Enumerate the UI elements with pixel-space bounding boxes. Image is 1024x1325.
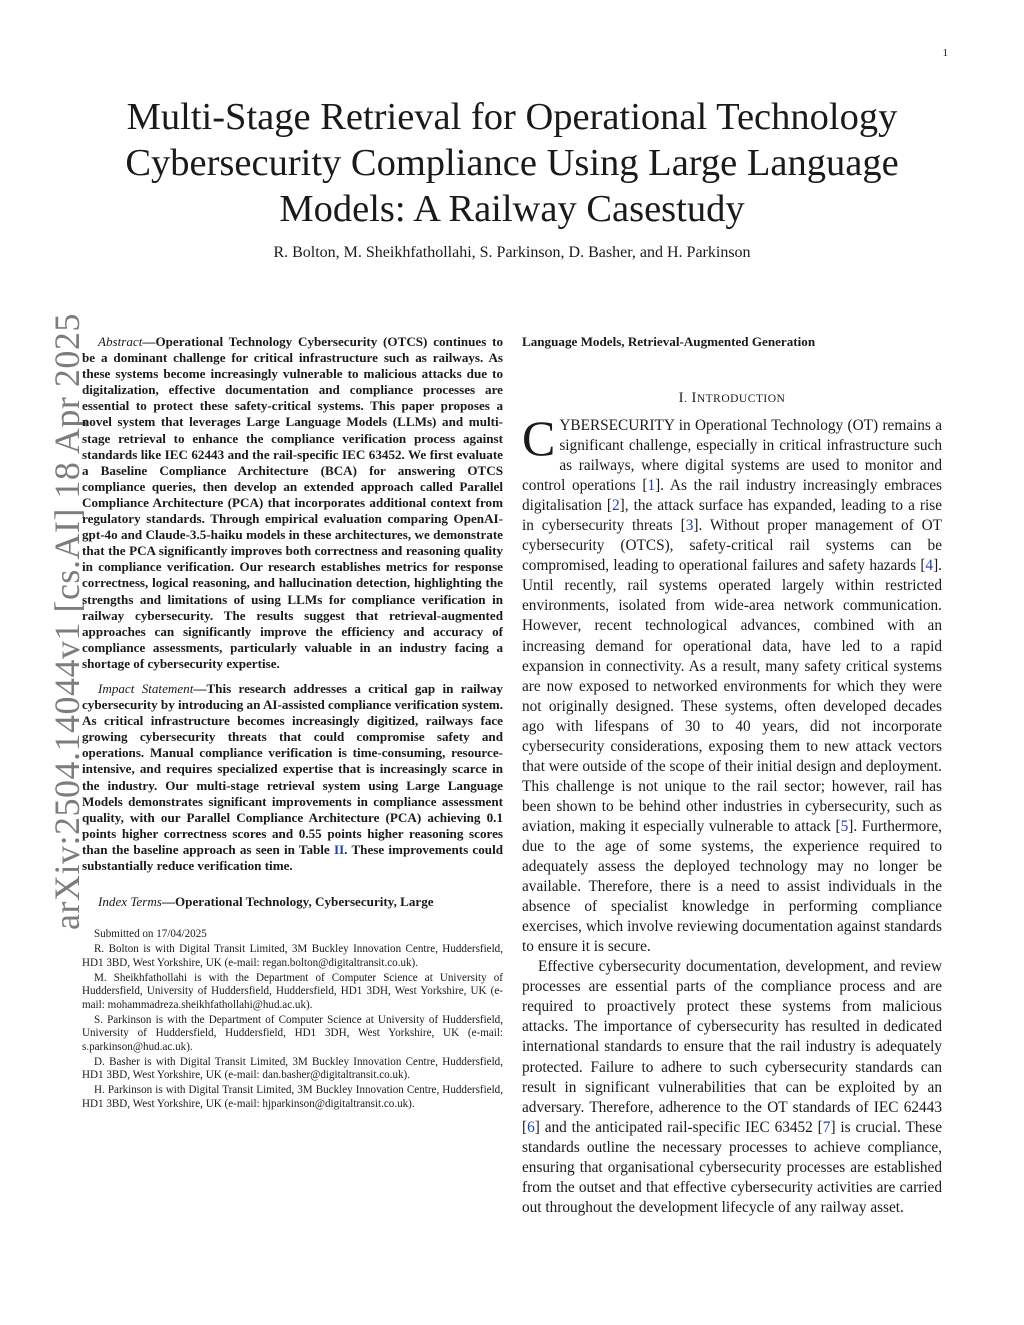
paragraph-text: ] is crucial. These standards outline the necessary processes to achieve compliance, ensuring that organisational cybersecurity processes are established from the outset and that effective cybersecurity activities are carried out throughout the development lifecycle of any railway asset. [522, 1118, 942, 1216]
citation-link[interactable]: 1 [647, 477, 656, 495]
paragraph-text: ]. Until recently, rail systems operated largely within restricted environments, isolated from wide-area network communication. However, recent technological advances, combined with an increasing demand for operational data, have led to a rapid expansion in connectivity. As a result, many safety critical systems are now exposed to networked environments for which they were not originally designed. These systems, often developed decades ago with lifespans of 30 to 40 years, did not incorporate cybersecurity considerations, exposing them to new attack vectors that were outside of the scope of their initial design and deployment. This challenge is not unique to the rail sector; however, rail has been shown to be behind other industries in cybersecurity, such as aviation, making it especially vulnerable to attack [ [522, 557, 942, 835]
impact-text-end: . These improvements could substantially reduce verification time. [82, 841, 503, 873]
paragraph-text: ], the attack surface has expanded, leading to a rise in cybersecurity threats [ [522, 497, 942, 535]
abstract-label: Abstract [98, 334, 143, 349]
footnote: D. Basher is with Digital Transit Limited, 3M Buckley Innovation Centre, Huddersfield, HD1 3BD, West Yorkshire, UK (e-mail: dan.basher@digitaltransit.co.uk). [82, 1055, 503, 1082]
arxiv-stamp: arXiv:2504.14044v1 [cs.AI] 18 Apr 2025 [47, 313, 87, 930]
author-list: R. Bolton, M. Sheikhfathollahi, S. Parkinson, D. Basher, and H. Parkinson [273, 244, 751, 261]
footnote: S. Parkinson is with the Department of Computer Science at University of Huddersfield, University of Huddersfield, Huddersfield, HD1 3DH, West Yorkshire, UK (e-mail: s.parkinson@hud.ac.uk). [82, 1013, 503, 1053]
index-terms [82, 894, 503, 910]
citation-link[interactable]: 7 [822, 1118, 831, 1136]
paragraph-text: ]. Furthermore, due to the age of some systems, the experience required to adequately assess the deployed technology may no longer be available. Therefore, there is a need to assist individuals in the absence of specialist knowledge in performing compliance exercises, which involve reviewing documentation against standards to ensure it is secure. [522, 817, 942, 956]
index-terms-text: —Operational Technology, Cybersecurity, Large [161, 894, 434, 910]
left-column [82, 334, 503, 1113]
footnote: M. Sheikhfathollahi is with the Department of Computer Science at University of Huddersfield, University of Huddersfield, Huddersfield, HD1 3DH, West Yorkshire, UK (e-mail: mohammadreza.sheikhfathollahi@hud.ac.uk). [82, 972, 503, 1011]
paragraph-text: ]. Without proper management of OT cybersecurity (OTCS), safety-critical rail systems can be compromised, leading to operational failures and safety hazards [ [522, 517, 942, 575]
footnote: Submitted on 17/04/2025 [94, 928, 207, 941]
paragraph-text: ]. As the rail industry increasingly embraces digitalisation [ [522, 477, 942, 515]
paragraph-text: ] and the anticipated rail-specific IEC 63452 [ [534, 1118, 823, 1136]
index-terms-label: Index Terms [98, 894, 162, 910]
table-ref-link[interactable]: II [333, 841, 345, 857]
impact-label: Impact Statement [98, 680, 194, 696]
index-terms-continued: Language Models, Retrieval-Augmented Generation [522, 334, 816, 349]
paragraph-text: YBERSECURITY in Operational Technology (OT) remains a significant challenge, especially in critical infrastructure such as railways, where digital systems are used to monitor and control operations [ [522, 417, 942, 495]
paper-title: Multi-Stage Retrieval for Operational Technology Cybersecurity Compliance Using Large Language Models: A Railway Casestudy [125, 96, 899, 230]
citation-link[interactable]: 5 [840, 817, 849, 835]
footnotes [82, 928, 503, 1111]
citation-link[interactable]: 4 [925, 557, 934, 575]
abstract-text: —Operational Technology Cybersecurity (OTCS) continues to be a dominant challenge for critical infrastructure such as railways. As these systems become increasingly vulnerable to malicious attacks due to digitalization, effective documentation and compliance processes are essential to protect these safety-critical systems. This paper proposes a novel system that leverages Large Language Models (LLMs) and multi-stage retrieval to enhance the compliance verification process against standards like IEC 62443 and the rail-specific IEC 63452. We first evaluate a Baseline Compliance Architecture (BCA) for answering OTCS compliance queries, then develop an extended approach called Parallel Compliance Architecture (PCA) that incorporates additional context from regulatory standards. Through empirical evaluation comparing OpenAI-gpt-4o and Claude-3.5-haiku models in these architectures, we demonstrate that the PCA significantly improves both correctness and reasoning quality in compliance verification. Our research establishes metrics for response correctness, logical reasoning, and hallucination detection, highlighting the strengths and limitations of using LLMs for compliance verification in railway cybersecurity. The results suggest that retrieval-augmented approaches can significantly improve the efficiency and accuracy of compliance assessments, particularly valuable in an industry facing a shortage of cybersecurity expertise. [82, 334, 503, 671]
impact-statement [82, 681, 503, 874]
section-heading-introduction: I. INTRODUCTION [678, 390, 786, 406]
citation-link[interactable]: 3 [685, 517, 694, 535]
page-number: 1 [942, 47, 948, 59]
footnote: H. Parkinson is with Digital Transit Limited, 3M Buckley Innovation Centre, Huddersfield, HD1 3BD, West Yorkshire, UK (e-mail: hjparkinson@digitaltransit.co.uk). [82, 1084, 503, 1110]
right-column [522, 334, 942, 1218]
footnote: R. Bolton is with Digital Transit Limited, 3M Buckley Innovation Centre, Huddersfield, HD1 3BD, West Yorkshire, UK (e-mail: regan.bolton@digitaltransit.co.uk). [82, 943, 503, 969]
intro-paragraph-1 [522, 410, 942, 957]
intro-paragraph-2 [522, 957, 942, 1218]
paragraph-text: Effective cybersecurity documentation, development, and review processes are essential parts of the compliance process and are required to proactively protect these systems from malicious attacks. The importance of cybersecurity has resulted in dedicated international standards to ensure that the rail industry is adequately protected. Failure to adhere to such cybersecurity standards can result in significant vulnerabilities that can be exploited by an adversary. Therefore, adherence to the OT standards of IEC 62443 [ [522, 958, 942, 1136]
abstract [82, 334, 503, 672]
dropcap: C [522, 410, 556, 466]
impact-text: —This research addresses a critical gap in railway cybersecurity by introducing an AI-assisted compliance verification system. As critical infrastructure becomes increasingly digitized, railways face growing cybersecurity threats that could compromise safety and operations. Manual compliance verification is time-consuming, resource-intensive, and requires specialized expertise that is increasingly scarce in the industry. Our multi-stage retrieval system using Large Language Models demonstrates significant improvements in compliance assessment quality, with our Parallel Compliance Architecture (PCA) achieving 0.1 points higher correctness scores and 0.55 points higher reasoning scores than the baseline approach as seen in Table [82, 680, 503, 857]
citation-link[interactable]: 6 [527, 1118, 535, 1136]
citation-link[interactable]: 2 [612, 497, 620, 515]
